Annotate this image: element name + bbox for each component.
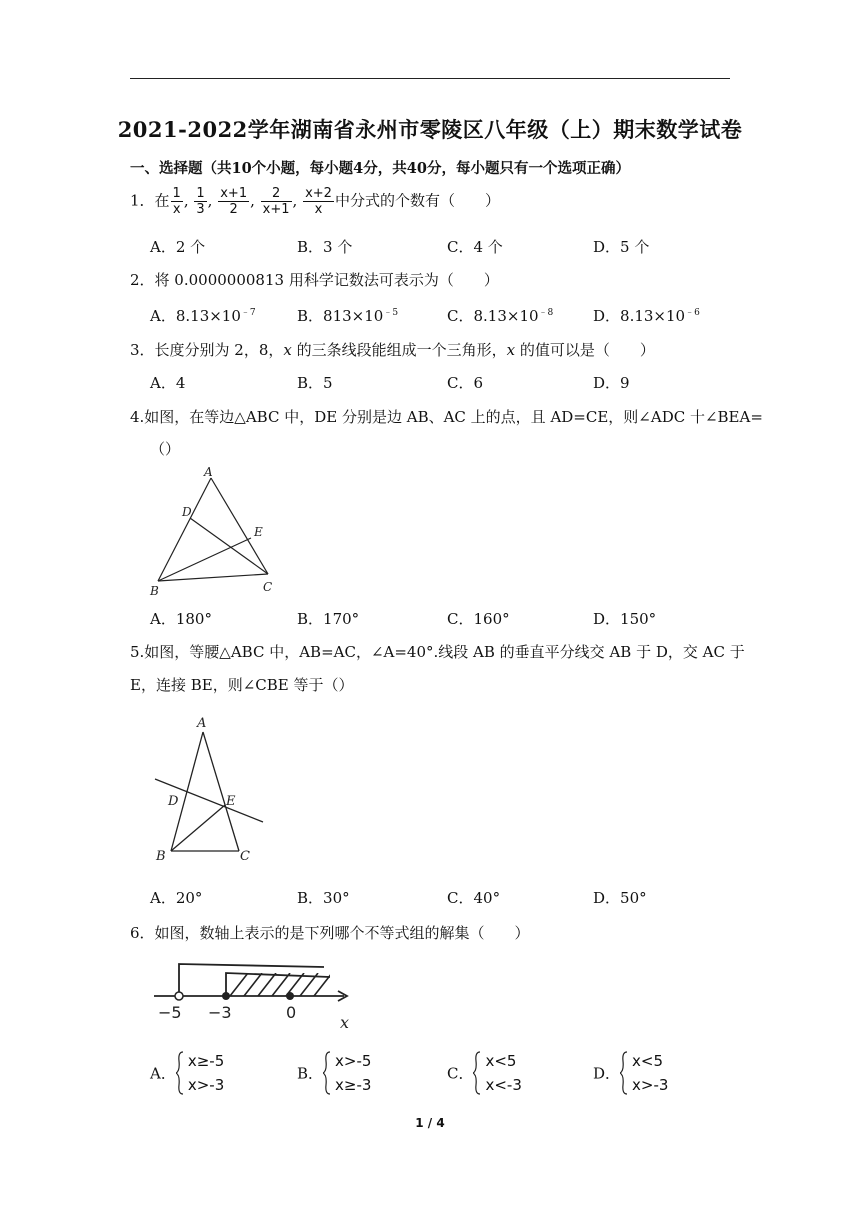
q6-open-circle	[175, 992, 183, 1000]
question-1	[130, 186, 500, 217]
q6-option-c-line2: x<-3	[485, 1076, 522, 1094]
q5-option-c: C．40°	[447, 889, 501, 907]
q2-option-a-label: A．8.13×10	[150, 307, 241, 325]
q2-option-b	[297, 305, 398, 326]
q3-var: x	[283, 341, 292, 359]
q1-option-d: D．5 个	[593, 238, 650, 256]
q3-var: x	[506, 341, 516, 359]
q2-option-b-exp: ﹣5	[383, 308, 399, 318]
separator: ,	[250, 191, 255, 210]
question-4-line1: 4.如图，在等边△ABC 中，DE 分别是边 AB、AC 上的点，且 AD=CE，则∠ADC 十∠BEA=	[130, 408, 763, 426]
q3-option-a: A．4	[150, 374, 186, 392]
q6-option-b-line1: x>-5	[335, 1052, 372, 1070]
q3-text-c: 的值可以是（ ）	[515, 341, 655, 359]
q4-option-d: D．150°	[593, 610, 657, 628]
q4-option-b: B．170°	[297, 610, 360, 628]
q6-option-d-system	[620, 1049, 668, 1097]
q2-option-d-label: D．8.13×10	[593, 307, 686, 325]
question-6: 6．如图，数轴上表示的是下列哪个不等式组的解集（ ）	[130, 924, 530, 942]
q4-side-bc	[158, 574, 268, 581]
fraction-3-den: 2	[229, 202, 238, 217]
question-2: 2．将 0.0000000813 用科学记数法可表示为（ ）	[130, 271, 499, 289]
fraction-4-den: x+1	[262, 202, 290, 217]
q4-label-e: E	[254, 525, 263, 539]
q6-bracket-left	[179, 964, 324, 996]
q4-option-c: C．160°	[447, 610, 510, 628]
q6-option-b	[297, 1049, 371, 1097]
fraction-4-num: 2	[261, 186, 292, 202]
fraction-5-num: x+2	[305, 186, 332, 201]
fraction-4	[261, 186, 292, 217]
q6-option-b-line2: x≥-3	[335, 1076, 372, 1094]
q6-option-a-line2: x>-3	[187, 1076, 225, 1094]
question-3	[130, 339, 655, 360]
q6-option-a-line1: x≥-5	[187, 1052, 225, 1070]
q6-option-a	[150, 1049, 224, 1097]
q3-text-a: 3．长度分别为 2，8，	[130, 341, 284, 359]
q4-label-a: A	[204, 465, 213, 479]
separator: ,	[183, 191, 189, 210]
q4-label-c: C	[263, 580, 273, 594]
q2-option-a-exp: ﹣7	[240, 308, 256, 318]
q5-label-a: A	[197, 716, 207, 731]
q4-option-a: A．180°	[150, 610, 212, 628]
page-title: 2021-2022学年湖南省永州市零陵区八年级（上）期末数学试卷	[117, 117, 743, 142]
q4-side-ab	[158, 478, 211, 581]
q1-prefix: 1．在	[130, 191, 170, 210]
q6-label-0: 0	[286, 1003, 297, 1022]
fraction-1	[171, 186, 183, 217]
q5-label-c: C	[240, 849, 250, 864]
q5-side-ac	[203, 732, 239, 851]
fraction-1-num: 1	[172, 186, 181, 201]
q2-option-c-exp: ﹣8	[538, 308, 554, 318]
brace-icon	[473, 1051, 481, 1095]
q6-number-line	[148, 956, 368, 1032]
fraction-2-den: 3	[196, 202, 205, 217]
header-rule	[130, 78, 730, 79]
q5-label-b: B	[156, 849, 166, 864]
q5-figure	[148, 712, 273, 864]
q1-suffix: 中分式的个数有（ ）	[334, 191, 500, 210]
section-heading: 一、选择题（共10个小题，每小题4分，共40分，每小题只有一个选项正确）	[130, 160, 630, 177]
q4-label-b: B	[150, 584, 159, 598]
q6-option-d-line1: x<5	[632, 1052, 664, 1070]
q5-label-e: E	[226, 794, 236, 809]
separator: ,	[207, 191, 213, 210]
q6-option-c-label: C．	[447, 1064, 474, 1083]
q6-option-a-system	[176, 1049, 224, 1097]
q3-option-c: C．6	[447, 374, 484, 392]
fraction-3	[218, 186, 249, 217]
q6-option-d-label: D．	[593, 1064, 621, 1083]
q5-option-b: B．30°	[297, 889, 350, 907]
q6-option-c	[447, 1049, 522, 1097]
q6-option-b-label: B．	[297, 1064, 324, 1083]
question-5-line1: 5.如图，等腰△ABC 中，AB=AC，∠A=40°.线段 AB 的垂直平分线交 AB 于 D，交 AC 于	[130, 643, 745, 661]
question-5-line2: E，连接 BE，则∠CBE 等于（）	[130, 676, 354, 694]
q2-option-d	[593, 305, 700, 326]
q6-closed-circle-a	[222, 992, 230, 1000]
q5-segment-be	[171, 805, 225, 851]
q5-label-d: D	[168, 794, 179, 809]
q6-option-c-system	[473, 1049, 521, 1097]
q6-label-neg3: −3	[208, 1003, 232, 1022]
q6-closed-circle-b	[286, 992, 294, 1000]
fraction-2-num: 1	[196, 186, 205, 201]
q6-option-d	[593, 1049, 668, 1097]
q4-label-d: D	[182, 505, 192, 519]
q6-label-x: x	[340, 1013, 350, 1032]
q3-option-d: D．9	[593, 374, 630, 392]
q1-option-b: B．3 个	[297, 238, 353, 256]
q2-option-c	[447, 305, 553, 326]
q1-option-c: C．4 个	[447, 238, 503, 256]
q2-option-c-label: C．8.13×10	[447, 307, 539, 325]
q2-option-b-label: B．813×10	[297, 307, 384, 325]
q1-option-a: A．2 个	[150, 238, 206, 256]
q2-option-a	[150, 305, 256, 326]
q3-text-b: 的三条线段能组成一个三角形，	[291, 341, 507, 359]
q5-option-d: D．50°	[593, 889, 647, 907]
q5-option-a: A．20°	[150, 889, 203, 907]
q6-option-a-label: A．	[150, 1064, 176, 1083]
q6-option-b-system	[323, 1049, 371, 1097]
separator: ,	[292, 191, 298, 210]
fraction-2	[194, 186, 206, 217]
fraction-3-num: x+1	[220, 186, 248, 201]
brace-icon	[620, 1051, 628, 1095]
q2-option-d-exp: ﹣6	[685, 308, 700, 318]
fraction-5	[303, 186, 334, 217]
q6-label-neg5: −5	[158, 1003, 182, 1022]
brace-icon	[176, 1051, 184, 1095]
question-4-line2: （）	[150, 440, 181, 458]
q6-option-d-line2: x>-3	[632, 1076, 669, 1094]
fraction-5-den: x	[314, 202, 323, 217]
brace-icon	[323, 1051, 331, 1095]
q3-option-b: B．5	[297, 374, 333, 392]
q6-option-c-line1: x<5	[485, 1052, 517, 1070]
q4-figure	[148, 464, 288, 598]
page-number: 1 / 4	[415, 1116, 445, 1130]
q4-segment-be	[158, 538, 251, 581]
fraction-1-den: x	[172, 202, 181, 217]
